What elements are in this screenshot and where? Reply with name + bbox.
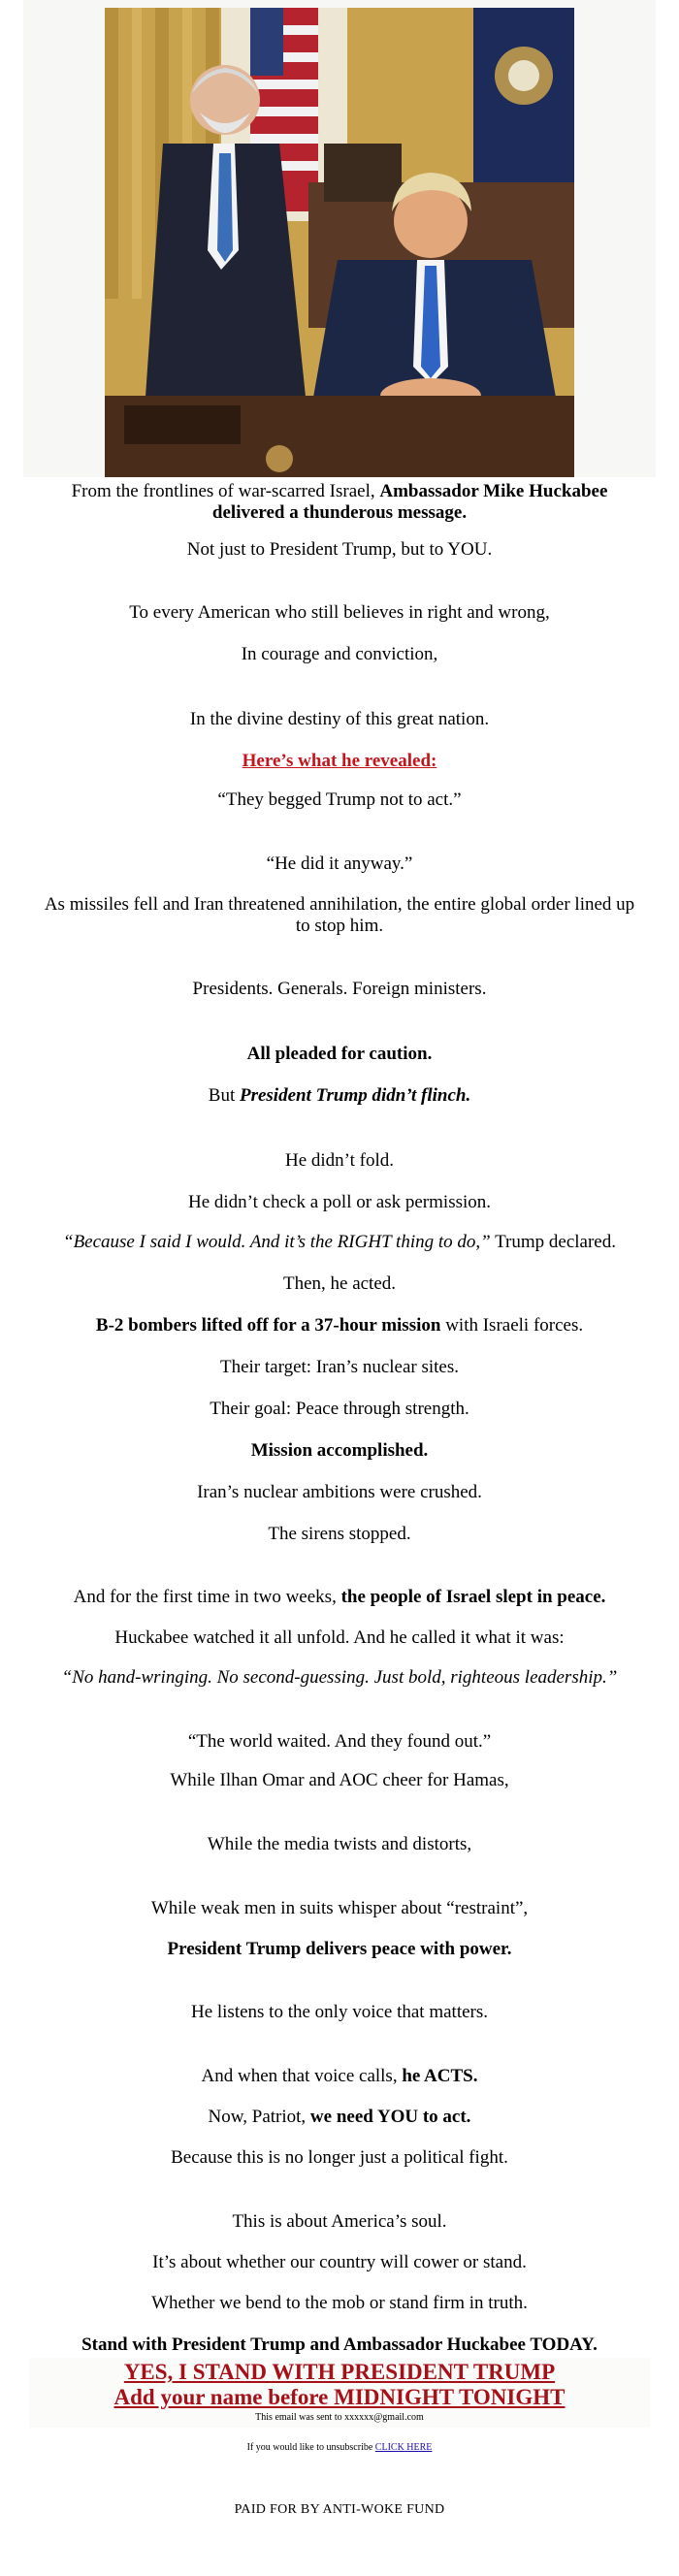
unsubscribe-link[interactable]: CLICK HERE xyxy=(374,2442,433,2453)
courage-paragraph: In courage and conviction, xyxy=(241,644,438,664)
poll-paragraph: He didn’t check a poll or ask permission. xyxy=(187,1192,492,1212)
no-longer-paragraph: Because this is no longer just a political fight. xyxy=(171,2147,508,2168)
unsubscribe-text: If you would like to unsubscribe xyxy=(246,2442,375,2453)
media-paragraph: While the media twists and distorts, xyxy=(207,1834,472,1854)
every-american-paragraph: To every American who still believes in right and wrong, xyxy=(129,602,550,623)
omar-paragraph: While Ilhan Omar and AOC cheer for Hamas, xyxy=(170,1770,509,1790)
unsubscribe-line xyxy=(0,2441,679,2454)
intro-paragraph xyxy=(39,481,640,524)
trump-declared-text: Trump declared. xyxy=(490,1232,616,1252)
all-pleaded-paragraph xyxy=(39,1043,640,1065)
because-quote-text: “Because I said I would. And it’s the RIGHT thing to do,” xyxy=(63,1232,491,1252)
not-just-paragraph: Not just to President Trump, but to YOU. xyxy=(186,539,493,560)
email-sent-notice: This email was sent to xxxxxx@gmail.com xyxy=(255,2412,424,2423)
delivers-text: President Trump delivers peace with power. xyxy=(167,1939,512,1959)
sirens-paragraph: The sirens stopped. xyxy=(268,1524,411,1544)
did-it-anyway-quote: “He did it anyway.” xyxy=(266,853,413,874)
mob-paragraph: Whether we bend to the mob or stand firm in truth. xyxy=(151,2293,528,2313)
add-your-name-button[interactable]: Add your name before MIDNIGHT TONIGHT xyxy=(113,2385,566,2409)
revealed-link[interactable]: Here’s what he revealed: xyxy=(242,751,437,771)
didnt-flinch-paragraph xyxy=(39,1084,640,1107)
mission-text: Mission accomplished. xyxy=(250,1440,429,1461)
hero-photo xyxy=(105,8,574,477)
mission-paragraph xyxy=(39,1439,640,1462)
then-acted-paragraph: Then, he acted. xyxy=(282,1273,397,1294)
delivers-paragraph xyxy=(39,1938,640,1960)
israel-peace-paragraph xyxy=(39,1586,640,1608)
presidents-paragraph: Presidents. Generals. Foreign ministers. xyxy=(192,979,487,999)
stand-with-text: Stand with President Trump and Ambassador Huckabee TODAY. xyxy=(81,2334,598,2355)
revealed-paragraph xyxy=(39,750,640,772)
but-text: But xyxy=(208,1085,240,1106)
israel-plain-text: And for the first time in two weeks, xyxy=(73,1587,341,1607)
weak-men-paragraph: While weak men in suits whisper about “restraint”, xyxy=(150,1898,529,1918)
because-quote-paragraph xyxy=(39,1232,640,1253)
begged-quote: “They begged Trump not to act.” xyxy=(217,789,462,810)
hero-image-container xyxy=(23,0,656,477)
divine-destiny-paragraph: In the divine destiny of this great nation. xyxy=(189,709,490,729)
no-hand-wringing-text: “No hand-wringing. No second-guessing. Just bold, righteous leadership.” xyxy=(61,1667,618,1688)
didnt-flinch-text: President Trump didn’t flinch. xyxy=(239,1085,471,1106)
all-pleaded-text: All pleaded for caution. xyxy=(246,1044,433,1064)
huckabee-watched-paragraph: Huckabee watched it all unfold. And he called it what it was: xyxy=(114,1627,565,1648)
patriot-paragraph xyxy=(39,2106,640,2128)
cower-paragraph: It’s about whether our country will cower or stand. xyxy=(152,2252,527,2272)
goal-paragraph: Their goal: Peace through strength. xyxy=(210,1399,469,1419)
voice-calls-paragraph xyxy=(39,2065,640,2087)
voice-plain-text: And when that voice calls, xyxy=(201,2066,403,2086)
crushed-paragraph: Iran’s nuclear ambitions were crushed. xyxy=(197,1482,482,1502)
b2-bold-text: B-2 bombers lifted off for a 37-hour mission xyxy=(95,1315,441,1336)
israel-bold-text: the people of Israel slept in peace. xyxy=(340,1587,606,1607)
stand-with-paragraph xyxy=(39,2334,640,2356)
intro-bold-text: Ambassador Mike Huckabee delivered a thunderous message. xyxy=(211,481,608,523)
missiles-paragraph: As missiles fell and Iran threatened annihilation, the entire global order lined up to stop him. xyxy=(44,894,635,936)
b2-tail-text: with Israeli forces. xyxy=(440,1315,584,1336)
email-body xyxy=(39,481,640,2356)
target-paragraph: Their target: Iran’s nuclear sites. xyxy=(219,1357,460,1377)
patriot-bold-text: we need YOU to act. xyxy=(309,2107,471,2127)
cta-block xyxy=(29,2358,650,2428)
intro-text: From the frontlines of war-scarred Israel, xyxy=(71,481,380,501)
didnt-fold-paragraph: He didn’t fold. xyxy=(284,1150,395,1171)
b2-paragraph xyxy=(39,1314,640,1336)
listens-paragraph: He listens to the only voice that matters. xyxy=(190,2002,489,2022)
hero-photo-illustration xyxy=(105,8,574,477)
voice-bold-text: he ACTS. xyxy=(402,2066,478,2086)
stand-with-trump-button[interactable]: YES, I STAND WITH PRESIDENT TRUMP xyxy=(123,2360,556,2384)
paid-for-by: PAID FOR BY ANTI-WOKE FUND xyxy=(234,2502,445,2517)
no-hand-wringing-quote xyxy=(39,1667,640,1689)
soul-paragraph: This is about America’s soul. xyxy=(232,2211,447,2232)
world-waited-quote: “The world waited. And they found out.” xyxy=(187,1731,492,1752)
patriot-plain-text: Now, Patriot, xyxy=(208,2107,310,2127)
